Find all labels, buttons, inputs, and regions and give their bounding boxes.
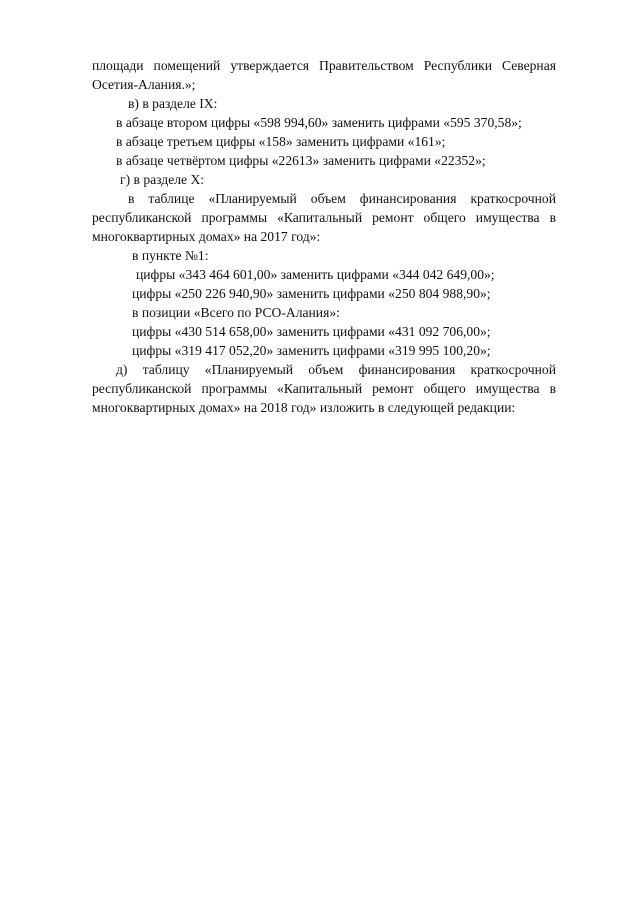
text-line: цифры «430 514 658,00» заменить цифрами «431 092 706,00»;: [132, 324, 491, 339]
text-line: многоквартирных домах» на 2017 год»:: [92, 229, 321, 244]
text-line: в абзаце четвёртом цифры «22613» заменить цифрами «22352»;: [116, 153, 486, 168]
document-body: [92, 56, 556, 417]
text-line: г) в разделе X:: [120, 172, 205, 187]
text-line: цифры «319 417 052,20» заменить цифрами «319 995 100,20»;: [132, 343, 491, 358]
text-line: в) в разделе IX:: [128, 96, 218, 111]
text-line: республиканской программы «Капитальный ремонт общего имущества в: [92, 210, 556, 225]
text-line: в абзаце втором цифры «598 994,60» заменить цифрами «595 370,58»;: [116, 115, 522, 130]
text-line: в абзаце третьем цифры «158» заменить цифрами «161»;: [116, 134, 446, 149]
text-line: республиканской программы «Капитальный ремонт общего имущества в: [92, 381, 556, 396]
text-line: в позиции «Всего по РСО-Алания»:: [132, 305, 340, 320]
text-line: д) таблицу «Планируемый объем финансирования краткосрочной: [116, 362, 556, 377]
text-line: многоквартирных домах» на 2018 год» изложить в следующей редакции:: [92, 400, 516, 415]
text-line: Осетия-Алания.»;: [92, 77, 196, 92]
text-line: площади помещений утверждается Правительством Республики Северная: [92, 58, 556, 73]
text-line: цифры «343 464 601,00» заменить цифрами «344 042 649,00»;: [136, 267, 495, 282]
text-line: в таблице «Планируемый объем финансирования краткосрочной: [128, 191, 556, 206]
text-line: цифры «250 226 940,90» заменить цифрами «250 804 988,90»;: [132, 286, 491, 301]
text-line: в пункте №1:: [132, 248, 209, 263]
